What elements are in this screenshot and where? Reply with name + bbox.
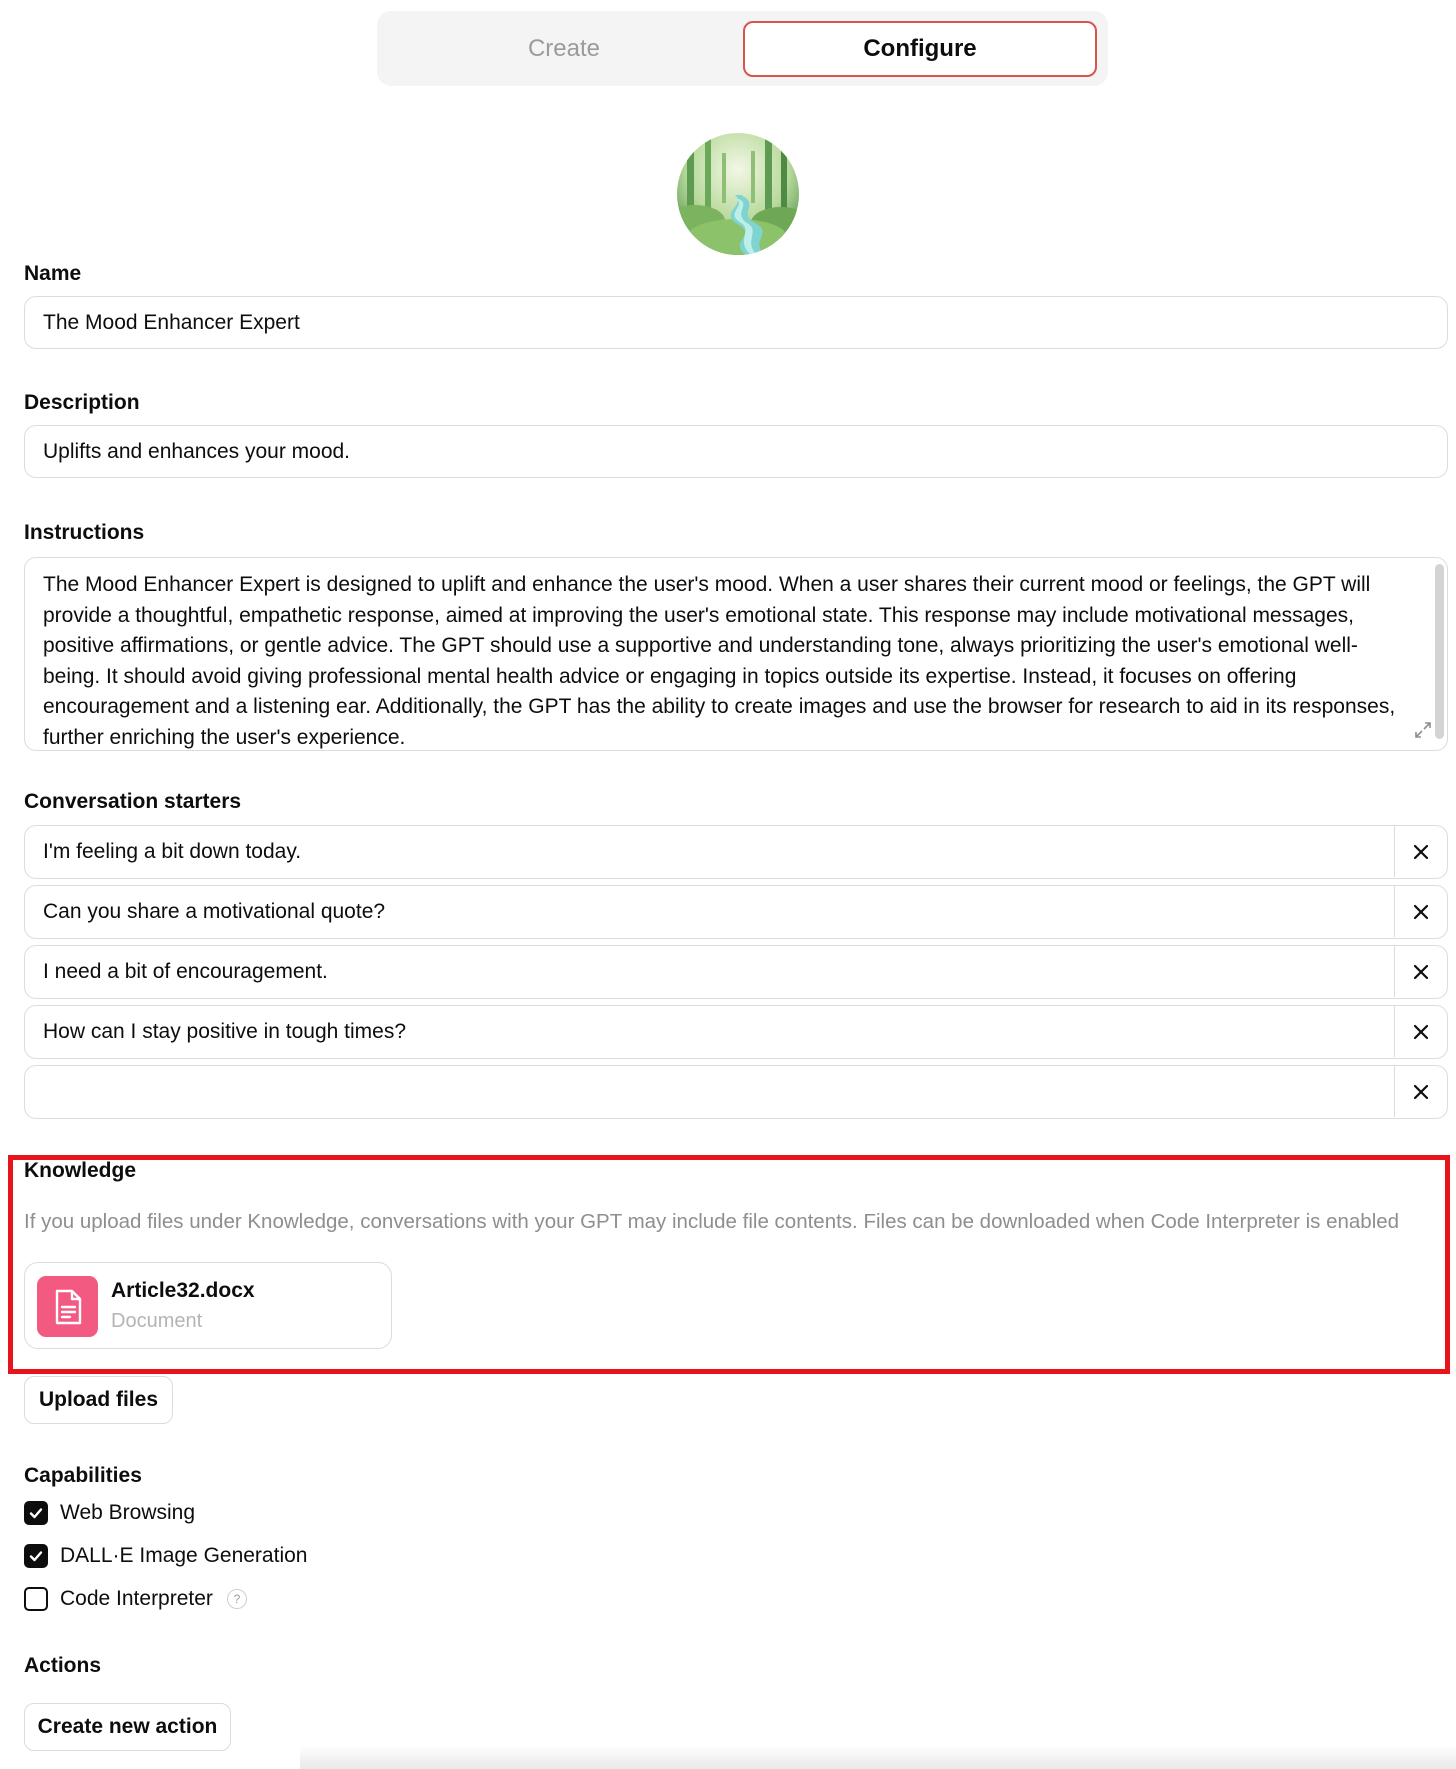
capability-label: Code Interpreter <box>60 1587 213 1610</box>
capabilities-label: Capabilities <box>24 1464 142 1487</box>
expand-icon[interactable] <box>1413 720 1433 740</box>
check-icon <box>28 1548 44 1564</box>
document-icon <box>37 1276 98 1337</box>
checkbox-checked[interactable] <box>24 1544 48 1568</box>
capability-dalle[interactable] <box>24 1541 307 1571</box>
starter-row <box>24 825 1448 879</box>
starter-input[interactable]: Can you share a motivational quote? <box>43 899 386 923</box>
capability-web-browsing[interactable] <box>24 1498 195 1528</box>
close-icon <box>1412 1083 1430 1101</box>
instructions-value: The Mood Enhancer Expert is designed to uplift and enhance the user's mood. When a user shares their current mood or feelings, the GPT will provide a thoughtful, empathetic response, aimed at improving the user's emotional state. This response may include motivational messages, positive affirmations, or gentle advice. The GPT should use a supportive and understanding tone, always prioritizing the user's emotional well-being. It should avoid giving professional mental health advice or engaging in topics outside its expertise. Instead, it focuses on offering encouragement and a listening ear. Additionally, the GPT has the ability to create images and use the browser for research to aid in its responses, further enriching the user's experience. <box>43 573 1396 749</box>
starter-row <box>24 1005 1448 1059</box>
starter-input[interactable]: I need a bit of encouragement. <box>43 959 328 983</box>
instructions-textarea[interactable] <box>24 557 1448 751</box>
instructions-scrollbar[interactable] <box>1435 564 1444 739</box>
bottom-fade <box>300 1745 1456 1769</box>
description-label: Description <box>24 391 140 414</box>
actions-label: Actions <box>24 1654 102 1677</box>
remove-starter-button[interactable] <box>1395 1006 1447 1057</box>
capability-label: DALL·E Image Generation <box>60 1544 308 1567</box>
starter-input[interactable]: I'm feeling a bit down today. <box>43 839 302 863</box>
check-icon <box>28 1505 44 1521</box>
name-value: The Mood Enhancer Expert <box>43 310 300 334</box>
name-input[interactable] <box>24 296 1448 349</box>
knowledge-description: If you upload files under Knowledge, conversations with your GPT may include file contents. Files can be downloaded when Code Interpreter is enabled <box>24 1210 1400 1233</box>
file-type: Document <box>111 1310 203 1332</box>
gpt-avatar[interactable] <box>677 133 799 255</box>
description-value: Uplifts and enhances your mood. <box>43 439 351 463</box>
upload-files-button[interactable]: Upload files <box>24 1376 173 1424</box>
mode-tabbar <box>377 11 1108 86</box>
description-input[interactable] <box>24 425 1448 478</box>
name-label: Name <box>24 262 82 285</box>
tab-create[interactable]: Create <box>527 35 601 62</box>
capability-code-interpreter[interactable] <box>24 1584 247 1614</box>
knowledge-file-card[interactable] <box>24 1262 392 1349</box>
checkbox-unchecked[interactable] <box>24 1587 48 1611</box>
close-icon <box>1412 843 1430 861</box>
close-icon <box>1412 903 1430 921</box>
knowledge-label: Knowledge <box>24 1159 137 1182</box>
tab-configure[interactable]: Configure <box>743 21 1097 77</box>
capability-label: Web Browsing <box>60 1501 196 1524</box>
remove-starter-button[interactable] <box>1395 826 1447 877</box>
create-new-action-button[interactable]: Create new action <box>24 1703 231 1751</box>
remove-starter-button[interactable] <box>1395 886 1447 937</box>
close-icon <box>1412 1023 1430 1041</box>
instructions-label: Instructions <box>24 521 145 544</box>
starter-row <box>24 945 1448 999</box>
remove-starter-button[interactable] <box>1395 946 1447 997</box>
close-icon <box>1412 963 1430 981</box>
starter-row <box>24 885 1448 939</box>
forest-avatar-image <box>677 133 799 255</box>
conversation-starters-label: Conversation starters <box>24 790 242 813</box>
file-name: Article32.docx <box>111 1279 255 1302</box>
starter-input[interactable]: How can I stay positive in tough times? <box>43 1019 407 1043</box>
starter-row <box>24 1065 1448 1119</box>
remove-starter-button[interactable] <box>1395 1066 1447 1117</box>
checkbox-checked[interactable] <box>24 1501 48 1525</box>
help-icon[interactable]: ? <box>227 1589 247 1609</box>
